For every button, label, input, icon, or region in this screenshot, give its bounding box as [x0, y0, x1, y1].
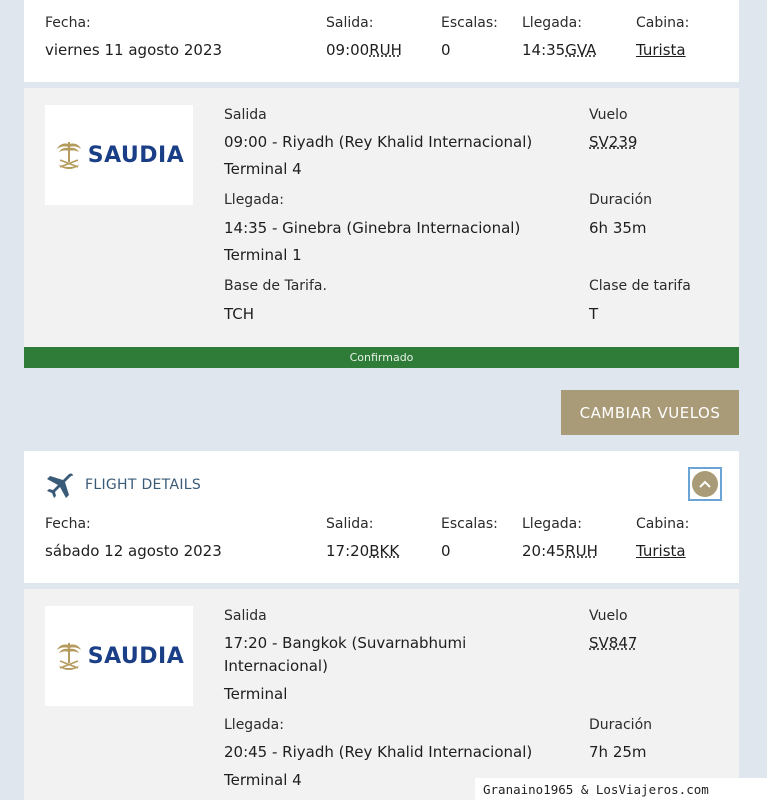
duracion-value: 7h 25m — [589, 743, 647, 761]
saudia-logo — [45, 105, 193, 205]
logo-text: SAUDIA — [87, 142, 185, 168]
llegada-value — [522, 542, 598, 560]
salida-label: Salida: — [326, 15, 374, 31]
segment1-detail-card — [24, 88, 739, 348]
saudia-logo — [45, 606, 193, 706]
salida-value — [326, 41, 402, 59]
detail-salida-terminal: Terminal — [224, 685, 288, 703]
llegada-airport-code[interactable]: GVA — [565, 41, 597, 59]
detail-salida-line-2: Internacional) — [224, 657, 328, 675]
fecha-label: Fecha: — [45, 516, 91, 532]
change-flights-button[interactable]: CAMBIAR VUELOS — [561, 390, 739, 435]
cabina-link[interactable]: Turista — [636, 41, 686, 59]
llegada-airport-code[interactable]: RUH — [565, 542, 598, 560]
detail-salida-label: Salida — [224, 608, 267, 624]
collapse-button[interactable] — [688, 467, 722, 501]
escalas-label: Escalas: — [441, 15, 498, 31]
clase-tarifa-value: T — [589, 305, 599, 323]
escalas-value: 0 — [441, 542, 451, 560]
segment2-summary-card — [24, 451, 739, 583]
salida-airport-code[interactable]: BKK — [369, 542, 400, 560]
saudia-emblem-icon — [54, 639, 84, 673]
flight-details-title: FLIGHT DETAILS — [85, 477, 202, 493]
escalas-label: Escalas: — [441, 516, 498, 532]
llegada-time: 20:45 — [522, 542, 566, 560]
llegada-time: 14:35 — [522, 41, 566, 59]
salida-airport-code[interactable]: RUH — [369, 41, 402, 59]
segment1-summary-card — [24, 0, 739, 82]
fecha-value: sábado 12 agosto 2023 — [45, 542, 222, 560]
detail-llegada-terminal: Terminal 1 — [224, 246, 302, 264]
detail-llegada-label: Llegada: — [224, 192, 284, 208]
flight-number-link[interactable]: SV239 — [589, 133, 638, 151]
status-badge-confirmed: Confirmado — [24, 347, 739, 368]
llegada-label: Llegada: — [522, 15, 582, 31]
cabina-label: Cabina: — [636, 15, 690, 31]
detail-salida-line: 17:20 - Bangkok (Suvarnabhumi — [224, 634, 467, 652]
segment2-detail-card — [24, 589, 739, 800]
saudia-emblem-icon — [54, 138, 84, 172]
salida-time: 09:00 — [326, 41, 370, 59]
base-tarifa-label: Base de Tarifa. — [224, 278, 327, 294]
clase-tarifa-label: Clase de tarifa — [589, 278, 691, 294]
salida-value — [326, 542, 399, 560]
watermark-credit: Granaino1965 & LosViajeros.com — [475, 778, 767, 800]
base-tarifa-value: TCH — [224, 305, 255, 323]
llegada-label: Llegada: — [522, 516, 582, 532]
fecha-label: Fecha: — [45, 15, 91, 31]
vuelo-label: Vuelo — [589, 107, 628, 123]
detail-llegada-terminal: Terminal 4 — [224, 771, 302, 789]
salida-time: 17:20 — [326, 542, 370, 560]
detail-salida-label: Salida — [224, 107, 267, 123]
duracion-label: Duración — [589, 192, 653, 208]
salida-label: Salida: — [326, 516, 374, 532]
detail-salida-line: 09:00 - Riyadh (Rey Khalid Internacional) — [224, 133, 533, 151]
flight-number-link[interactable]: SV847 — [589, 634, 638, 652]
duracion-label: Duración — [589, 717, 653, 733]
duracion-value: 6h 35m — [589, 219, 647, 237]
escalas-value: 0 — [441, 41, 451, 59]
detail-llegada-label: Llegada: — [224, 717, 284, 733]
detail-salida-terminal: Terminal 4 — [224, 160, 302, 178]
llegada-value — [522, 41, 596, 59]
detail-llegada-line: 14:35 - Ginebra (Ginebra Internacional) — [224, 219, 521, 237]
cabina-link[interactable]: Turista — [636, 542, 686, 560]
vuelo-label: Vuelo — [589, 608, 628, 624]
airplane-icon — [45, 471, 75, 503]
fecha-value: viernes 11 agosto 2023 — [45, 41, 223, 59]
chevron-up-icon — [692, 471, 718, 497]
cabina-label: Cabina: — [636, 516, 690, 532]
logo-text: SAUDIA — [87, 643, 185, 669]
detail-llegada-line: 20:45 - Riyadh (Rey Khalid Internacional) — [224, 743, 533, 761]
